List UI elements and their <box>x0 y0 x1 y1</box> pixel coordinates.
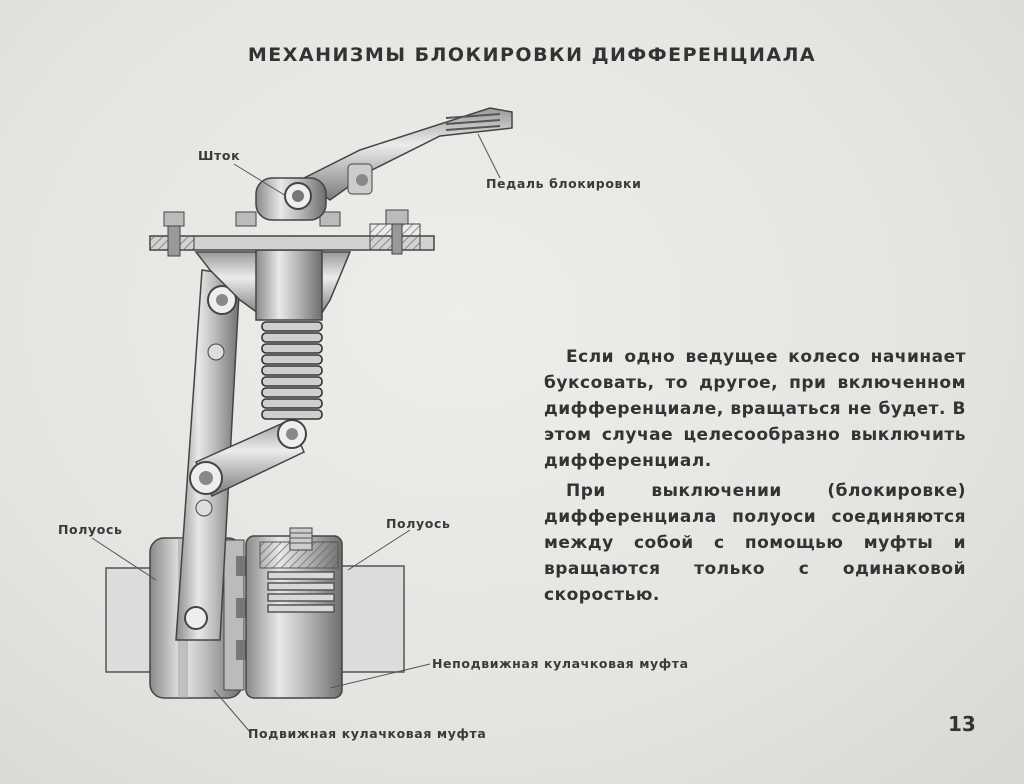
page-title: МЕХАНИЗМЫ БЛОКИРОВКИ ДИФФЕРЕНЦИАЛА <box>247 44 817 66</box>
axle-shaft-left <box>106 568 154 672</box>
label-movable-clutch: Подвижная кулачковая муфта <box>248 726 487 741</box>
axle-shaft-right <box>340 566 404 672</box>
label-fixed-clutch: Неподвижная кулачковая муфта <box>432 656 689 671</box>
page-number: 13 <box>948 712 976 736</box>
paragraph-1: Если одно ведущее колесо начинает буксовать, то другое, при включенном дифференциале, вращаться не будет. В этом случае целесообразно выключить дифференциал. <box>544 347 966 471</box>
label-axle-left: Полуось <box>58 522 123 537</box>
spring <box>262 322 322 419</box>
paragraph-2: При выключении (блокировке) дифференциала полуоси соединяются между собой с помощью муфты и вращаются только с одинаковой скоростью. <box>544 481 966 605</box>
description-text <box>544 344 966 608</box>
label-pedal: Педаль блокировки <box>486 176 642 191</box>
label-rod: Шток <box>198 148 241 163</box>
fixed-clutch <box>246 528 342 698</box>
label-axle-right: Полуось <box>386 516 451 531</box>
lock-pedal <box>256 108 512 220</box>
